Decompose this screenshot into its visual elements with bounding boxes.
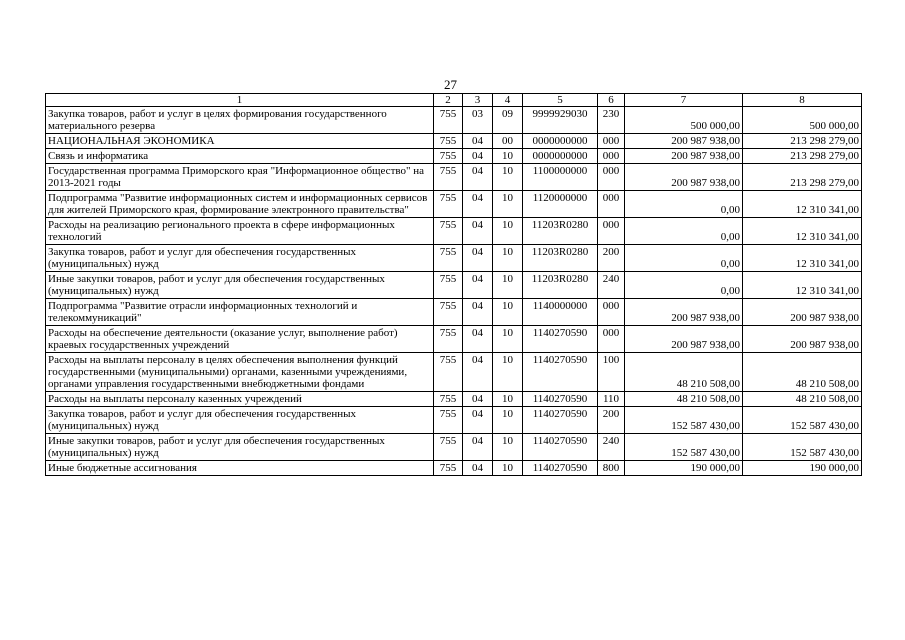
amount-col7: 48 210 508,00 (625, 392, 743, 407)
code-section: 04 (463, 272, 493, 299)
code-expense-type: 200 (598, 407, 625, 434)
code-target: 1140000000 (523, 299, 598, 326)
code-subsection: 10 (493, 149, 523, 164)
code-expense-type: 000 (598, 134, 625, 149)
table-row (46, 191, 862, 218)
item-name: Закупка товаров, работ и услуг для обеспечения государственных (муниципальных) нужд (46, 407, 434, 434)
table-row (46, 218, 862, 245)
amount-col8: 48 210 508,00 (743, 392, 862, 407)
code-target: 1140270590 (523, 353, 598, 392)
code-subsection: 10 (493, 164, 523, 191)
code-expense-type: 100 (598, 353, 625, 392)
amount-col7: 48 210 508,00 (625, 353, 743, 392)
amount-col8: 12 310 341,00 (743, 218, 862, 245)
table-row (46, 164, 862, 191)
amount-col7: 200 987 938,00 (625, 326, 743, 353)
code-expense-type: 230 (598, 107, 625, 134)
item-name: Расходы на обеспечение деятельности (оказание услуг, выполнение работ) краевых государственных учреждений (46, 326, 434, 353)
header-cell: 2 (434, 94, 463, 107)
code-subsection: 10 (493, 461, 523, 476)
header-cell: 3 (463, 94, 493, 107)
code-subsection: 10 (493, 299, 523, 326)
amount-col8: 12 310 341,00 (743, 191, 862, 218)
code-target: 1140270590 (523, 434, 598, 461)
code-section: 04 (463, 407, 493, 434)
table-row (46, 245, 862, 272)
code-section: 04 (463, 191, 493, 218)
code-section: 04 (463, 164, 493, 191)
code-expense-type: 000 (598, 149, 625, 164)
code-subsection: 10 (493, 407, 523, 434)
code-target: 11203R0280 (523, 218, 598, 245)
code-subsection: 09 (493, 107, 523, 134)
amount-col8: 12 310 341,00 (743, 245, 862, 272)
amount-col7: 190 000,00 (625, 461, 743, 476)
amount-col7: 0,00 (625, 218, 743, 245)
header-cell: 7 (625, 94, 743, 107)
table-row (46, 299, 862, 326)
code-subsection: 10 (493, 191, 523, 218)
amount-col7: 200 987 938,00 (625, 134, 743, 149)
table-row (46, 149, 862, 164)
item-name: Иные бюджетные ассигнования (46, 461, 434, 476)
amount-col7: 0,00 (625, 191, 743, 218)
header-cell: 5 (523, 94, 598, 107)
code-target: 11203R0280 (523, 272, 598, 299)
amount-col8: 48 210 508,00 (743, 353, 862, 392)
code-ministry: 755 (434, 149, 463, 164)
item-name: Подпрограмма "Развитие информационных систем и информационных сервисов для жителей Приморского края, формирование электронного правительства" (46, 191, 434, 218)
code-section: 04 (463, 353, 493, 392)
code-subsection: 10 (493, 272, 523, 299)
code-expense-type: 200 (598, 245, 625, 272)
item-name: Расходы на выплаты персоналу в целях обеспечения выполнения функций государственными (муниципальными) органами, казенными учреждениями, органами управления государственными внебюджетными фондами (46, 353, 434, 392)
code-ministry: 755 (434, 299, 463, 326)
code-subsection: 10 (493, 353, 523, 392)
code-ministry: 755 (434, 164, 463, 191)
table-row (46, 392, 862, 407)
code-ministry: 755 (434, 107, 463, 134)
amount-col7: 152 587 430,00 (625, 407, 743, 434)
code-ministry: 755 (434, 326, 463, 353)
code-ministry: 755 (434, 245, 463, 272)
item-name: Расходы на реализацию регионального проекта в сфере информационных технологий (46, 218, 434, 245)
code-expense-type: 800 (598, 461, 625, 476)
code-target: 1100000000 (523, 164, 598, 191)
code-ministry: 755 (434, 191, 463, 218)
header-cell: 6 (598, 94, 625, 107)
table-row (46, 461, 862, 476)
amount-col8: 200 987 938,00 (743, 299, 862, 326)
code-ministry: 755 (434, 461, 463, 476)
item-name: Государственная программа Приморского края "Информационное общество" на 2013-2021 годы (46, 164, 434, 191)
code-ministry: 755 (434, 434, 463, 461)
code-ministry: 755 (434, 407, 463, 434)
amount-col7: 200 987 938,00 (625, 149, 743, 164)
code-target: 1140270590 (523, 326, 598, 353)
code-section: 04 (463, 434, 493, 461)
header-cell: 1 (46, 94, 434, 107)
code-expense-type: 000 (598, 164, 625, 191)
amount-col8: 200 987 938,00 (743, 326, 862, 353)
code-ministry: 755 (434, 353, 463, 392)
code-expense-type: 240 (598, 272, 625, 299)
code-subsection: 10 (493, 218, 523, 245)
code-section: 03 (463, 107, 493, 134)
code-ministry: 755 (434, 134, 463, 149)
table-row (46, 134, 862, 149)
header-cell: 4 (493, 94, 523, 107)
code-target: 9999929030 (523, 107, 598, 134)
code-expense-type: 000 (598, 326, 625, 353)
amount-col7: 200 987 938,00 (625, 299, 743, 326)
amount-col7: 200 987 938,00 (625, 164, 743, 191)
code-section: 04 (463, 245, 493, 272)
code-section: 04 (463, 326, 493, 353)
amount-col7: 500 000,00 (625, 107, 743, 134)
item-name: Иные закупки товаров, работ и услуг для обеспечения государственных (муниципальных) нужд (46, 272, 434, 299)
code-target: 1120000000 (523, 191, 598, 218)
item-name: Расходы на выплаты персоналу казенных учреждений (46, 392, 434, 407)
item-name: Иные закупки товаров, работ и услуг для обеспечения государственных (муниципальных) нужд (46, 434, 434, 461)
code-ministry: 755 (434, 392, 463, 407)
amount-col7: 0,00 (625, 245, 743, 272)
budget-table (45, 93, 862, 476)
table-row (46, 434, 862, 461)
code-section: 04 (463, 299, 493, 326)
table-row (46, 326, 862, 353)
table-row (46, 353, 862, 392)
code-section: 04 (463, 218, 493, 245)
code-expense-type: 240 (598, 434, 625, 461)
amount-col8: 190 000,00 (743, 461, 862, 476)
code-subsection: 00 (493, 134, 523, 149)
code-target: 1140270590 (523, 461, 598, 476)
code-target: 11203R0280 (523, 245, 598, 272)
code-section: 04 (463, 392, 493, 407)
amount-col8: 213 298 279,00 (743, 134, 862, 149)
code-section: 04 (463, 134, 493, 149)
amount-col8: 152 587 430,00 (743, 407, 862, 434)
code-subsection: 10 (493, 434, 523, 461)
code-section: 04 (463, 149, 493, 164)
code-ministry: 755 (434, 272, 463, 299)
table-row (46, 107, 862, 134)
amount-col7: 152 587 430,00 (625, 434, 743, 461)
amount-col8: 213 298 279,00 (743, 149, 862, 164)
item-name: Связь и информатика (46, 149, 434, 164)
code-target: 1140270590 (523, 392, 598, 407)
header-cell: 8 (743, 94, 862, 107)
item-name: Закупка товаров, работ и услуг для обеспечения государственных (муниципальных) нужд (46, 245, 434, 272)
item-name: Закупка товаров, работ и услуг в целях формирования государственного материального резерва (46, 107, 434, 134)
code-subsection: 10 (493, 326, 523, 353)
table-row (46, 407, 862, 434)
page-number: 27 (444, 77, 457, 92)
table-row (46, 272, 862, 299)
code-target: 1140270590 (523, 407, 598, 434)
code-target: 0000000000 (523, 149, 598, 164)
amount-col8: 213 298 279,00 (743, 164, 862, 191)
code-ministry: 755 (434, 218, 463, 245)
item-name: НАЦИОНАЛЬНАЯ ЭКОНОМИКА (46, 134, 434, 149)
code-expense-type: 000 (598, 218, 625, 245)
item-name: Подпрограмма "Развитие отрасли информационных технологий и телекоммуникаций" (46, 299, 434, 326)
amount-col8: 500 000,00 (743, 107, 862, 134)
code-section: 04 (463, 461, 493, 476)
code-target: 0000000000 (523, 134, 598, 149)
code-subsection: 10 (493, 245, 523, 272)
amount-col8: 152 587 430,00 (743, 434, 862, 461)
header-row (46, 94, 862, 107)
code-expense-type: 110 (598, 392, 625, 407)
amount-col7: 0,00 (625, 272, 743, 299)
code-subsection: 10 (493, 392, 523, 407)
code-expense-type: 000 (598, 299, 625, 326)
amount-col8: 12 310 341,00 (743, 272, 862, 299)
code-expense-type: 000 (598, 191, 625, 218)
